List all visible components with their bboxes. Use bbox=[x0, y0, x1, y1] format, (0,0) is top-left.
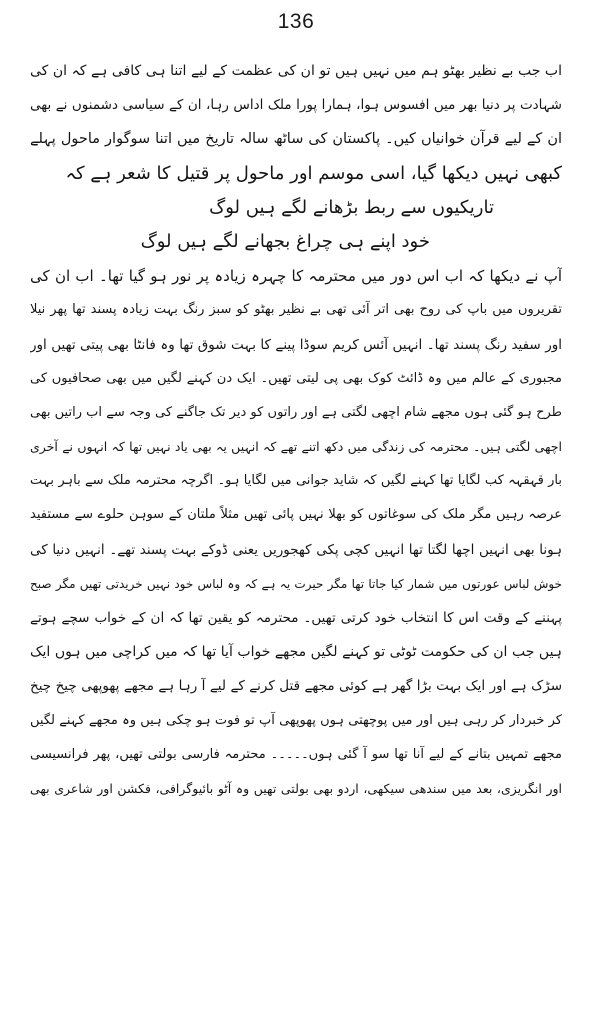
text-line: تقریروں میں باپ کی روح بھی اتر آئی تھی بے نظیر بھٹو کو سبز رنگ بہت زیادہ پسند تھا پھر نیلا bbox=[30, 302, 562, 318]
text-line: طرح ہو گئی ہوں مجھے شام اچھی لگتی ہے اور راتوں کو دیر تک جاگنے کی وجہ سے اب راتیں بھی bbox=[30, 404, 562, 420]
page-text bbox=[30, 54, 562, 806]
text-line: اب جب بے نظیر بھٹو ہم میں نہیں ہیں تو ان کی عظمت کے لیے اتنا ہی کافی ہے کہ ان کی bbox=[30, 63, 562, 79]
text-line: عرصہ رہیں مگر ملک کی سوغاتوں کو بھلا نہیں پائی تھیں مثلاً ملتان کے سوہن حلوے سے مستفید bbox=[30, 507, 562, 523]
text-line: ہونا بھی انہیں اچھا لگتا تھا انہیں کچی پکی کھجوریں یعنی ڈوکے بہت پسند تھے۔ انہیں دنیا کی bbox=[30, 541, 562, 558]
text-line: شہادت پر دنیا بھر میں افسوس ہوا، ہمارا پورا ملک اداس رہا، ان کے سیاسی دشمنوں نے بھی bbox=[30, 97, 562, 114]
paragraph-main bbox=[30, 259, 562, 806]
text-line: مجھے تمہیں بتانے کے لیے آنا تھا سو آ گئی ہوں۔۔۔۔۔ محترمہ فارسی بولتی تھیں، پھر فرانسیسی bbox=[30, 746, 562, 762]
verse-couplet bbox=[30, 191, 562, 259]
text-line: مجبوری کے عالم میں وہ ڈائٹ کوک بھی پی لیتی تھیں۔ ایک دن کہنے لگیں میں بھی صحافیوں کی bbox=[30, 370, 562, 386]
text-line: اور سفید رنگ پسند تھا۔ انہیں آئس کریم سوڈا پینے کا بہت شوق تھا وہ فانٹا بھی پیتی تھیں اور bbox=[30, 336, 562, 353]
text-line: اچھی لگتی ہیں۔ محترمہ کی زندگی میں دکھ اتنے تھے کہ انہیں یہ بھی یاد نہیں تھا کہ انہوں نے آخری bbox=[30, 439, 562, 455]
text-line: کبھی نہیں دیکھا گیا، اسی موسم اور ماحول پر قتیل کا شعر ہے کہ bbox=[65, 162, 562, 184]
text-line: کر خبردار کر رہی ہیں اور میں پوچھتی ہوں پھوپھی آپ تو فوت ہو چکی ہیں وہ مجھے کہنے لگیں bbox=[30, 712, 562, 728]
text-line: خوش لباس عورتوں میں شمار کیا جاتا تھا مگر حیرت یہ ہے کہ وہ لباس خود نہیں خریدتی تھیں مگر صبح bbox=[30, 576, 562, 591]
paragraph-intro bbox=[30, 54, 562, 191]
text-line: سڑک ہے اور ایک بہت بڑا گھر ہے کوئی مجھے قتل کرنے کے لیے آ رہا ہے مجھے پھوپھی چیخ چیخ bbox=[30, 678, 562, 695]
text-line: آپ نے دیکھا کہ اب اس دور میں محترمہ کا چہرہ زیادہ پر نور ہو گیا تھا۔ اب ان کی bbox=[30, 267, 562, 286]
verse-line: خود اپنے ہی چراغ بجھانے لگے ہیں لوگ bbox=[140, 230, 430, 252]
text-line: بار قہقہہ کب لگایا تھا کہنے لگیں کہ شاید جوانی میں لگایا ہو۔ اگرچہ محترمہ ملک سے باہر بہت bbox=[30, 473, 562, 489]
text-line: ہیں جب ان کی حکومت ٹوٹی تو کہنے لگیں مجھے خواب آیا تھا کہ میں کراچی میں ہوں ایک bbox=[30, 644, 562, 661]
text-line: پہننے کے وقت اس کا انتخاب خود کرتی تھیں۔ محترمہ کو یقین تھا کہ ان کے خواب سچے ہوتے bbox=[30, 610, 562, 626]
page-number: 136 bbox=[277, 10, 315, 33]
text-line: ان کے لیے قرآن خوانیاں کیں۔ پاکستان کی ساٹھ سالہ تاریخ میں اتنا سوگوار ماحول پہلے bbox=[30, 131, 562, 148]
text-line: اور انگریزی، بعد میں سندھی سیکھی، اردو بھی بولتی تھیں وہ آٹو بائیوگرافی، فکشن اور شاعری بھی bbox=[30, 780, 562, 796]
verse-line: تاریکیوں سے ربط بڑھانے لگے ہیں لوگ bbox=[209, 196, 494, 218]
